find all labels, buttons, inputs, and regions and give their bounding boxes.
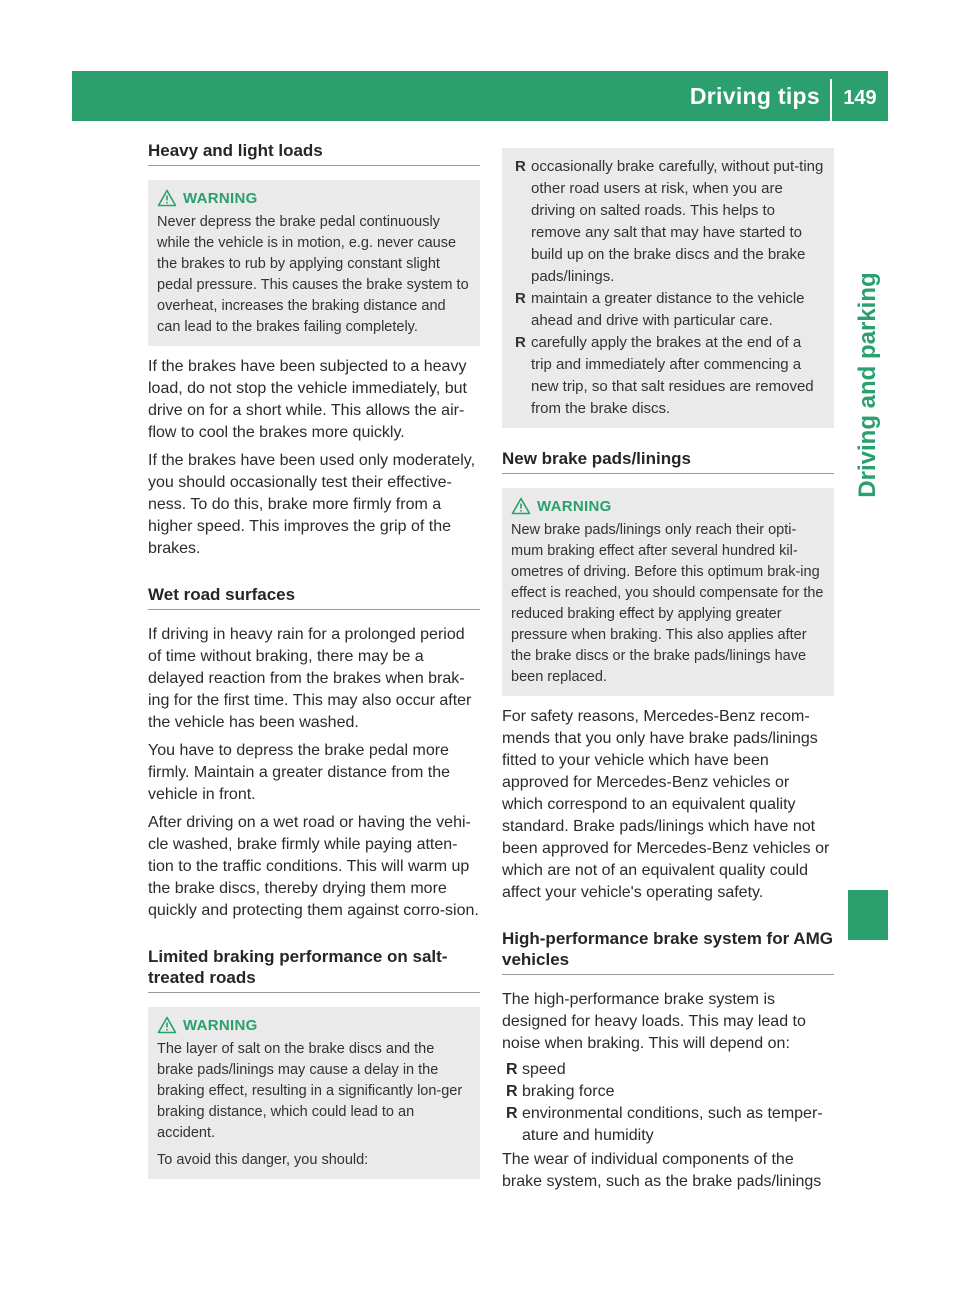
bullet-marker: R: [515, 158, 526, 175]
bullet-marker: R: [506, 1105, 518, 1122]
heading-new-pads: New brake pads/linings: [502, 448, 834, 474]
side-tab-label: Driving and parking: [854, 272, 881, 498]
warning-label: WARNING: [537, 497, 612, 515]
header-divider: [830, 79, 832, 121]
paragraph: For safety reasons, Mercedes-Benz recom-mends that you only have brake pads/linings fitted to your vehicle which have been approved for Mercedes-Benz vehicles or which correspond to an equivalent quality standard. Brake pads/linings which have not been approved for Mercedes-Benz vehicles or which are not of an equivalent quality could affect your vehicle's operating safety.: [502, 708, 830, 901]
bullet-marker: R: [515, 290, 526, 307]
section-title: Driving tips: [689, 83, 820, 109]
paragraph: If the brakes have been subjected to a heavy load, do not stop the vehicle immediately, but drive on for a short while. This allows the air-flow to cool the brakes more quickly.: [148, 358, 467, 441]
list-item: R occasionally brake carefully, without put-ting other road users at risk, when you are driving on salted roads. This helps to remove any salt that may have started to build up on the brake discs and the brake pads/linings.: [515, 158, 824, 285]
warning-triangle-icon: [511, 497, 531, 515]
right-column: [502, 148, 834, 1193]
paragraph: The high-performance brake system is designed for heavy loads. This may lead to noise when braking. This will depend on:: [502, 991, 806, 1052]
warning-text: To avoid this danger, you should:: [157, 1152, 369, 1168]
side-tab: [848, 250, 888, 520]
warning-text: Never depress the brake pedal continuously while the vehicle is in motion, e.g. never cause the brakes to rub by applying constant slight pedal pressure. This causes the brake system to overheat, increases the braking distance and can lead to the brakes failing completely.: [157, 214, 469, 335]
bullet-marker: R: [515, 334, 526, 351]
paragraph: If the brakes have been used only moderately, you should occasionally test their effective-ness. To do this, brake more firmly from a higher speed. This improves the grip of the brakes.: [148, 452, 476, 557]
heading-salt-roads: Limited braking performance on salt-treated roads: [148, 946, 480, 993]
heading-wet-roads: Wet road surfaces: [148, 584, 480, 610]
warning-label: WARNING: [183, 189, 258, 207]
warning-text: New brake pads/linings only reach their opti-mum braking effect after several hundred kil-ometres of driving. Before this optimum brak-ing effect is reached, you should compensate for the reduced braking effect by applying greater pressure when braking. This also applies after the brake discs or the brake pads/linings have been replaced.: [511, 522, 824, 685]
warning-label: WARNING: [183, 1016, 258, 1034]
paragraph: After driving on a wet road or having the vehi-cle washed, brake firmly while paying atten-tion to the traffic conditions. This will warm up the brake discs, thereby drying them more quickly and protecting them against corro-sion.: [148, 814, 479, 919]
list-item: R speed: [502, 1059, 834, 1081]
warning-box-heavy: [148, 180, 480, 346]
bullet-marker: R: [506, 1061, 518, 1078]
paragraph: The wear of individual components of the brake system, such as the brake pads/linings: [502, 1151, 822, 1190]
paragraph: If driving in heavy rain for a prolonged period of time without braking, there may be a delayed reaction from the brakes when brak-ing for the first time. This may also occur after the vehicle has been washed.: [148, 626, 472, 731]
salt-bullet-list: [511, 156, 826, 420]
amg-bullet-list: [502, 1059, 834, 1147]
list-item: R environmental conditions, such as temper-ature and humidity: [506, 1105, 823, 1144]
warning-triangle-icon: [157, 1016, 177, 1034]
warning-box-salt-continued: [502, 148, 834, 428]
page-number: 149: [843, 87, 877, 109]
warning-triangle-icon: [157, 189, 177, 207]
warning-box-salt: [148, 1007, 480, 1179]
heading-amg-brakes: High-performance brake system for AMG vehicles: [502, 928, 834, 975]
warning-text: The layer of salt on the brake discs and the brake pads/linings may cause a delay in the braking effect, resulting in a significantly lon-ger braking distance, which could lead to an accident.: [157, 1041, 463, 1141]
heading-heavy-loads: Heavy and light loads: [148, 140, 480, 166]
bullet-marker: R: [506, 1083, 518, 1100]
warning-box-new-pads: [502, 488, 834, 696]
list-item: R braking force: [502, 1081, 834, 1103]
paragraph: You have to depress the brake pedal more firmly. Maintain a greater distance from the vehicle in front.: [148, 742, 451, 803]
list-item: R carefully apply the brakes at the end of a trip and immediately after commencing a new trip, so that salt residues are removed from the brake discs.: [515, 334, 814, 417]
side-tab-marker: [848, 890, 888, 940]
list-item: R maintain a greater distance to the vehicle ahead and drive with particular care.: [515, 290, 805, 329]
header-bar: [72, 71, 888, 121]
left-column: [148, 140, 480, 1179]
